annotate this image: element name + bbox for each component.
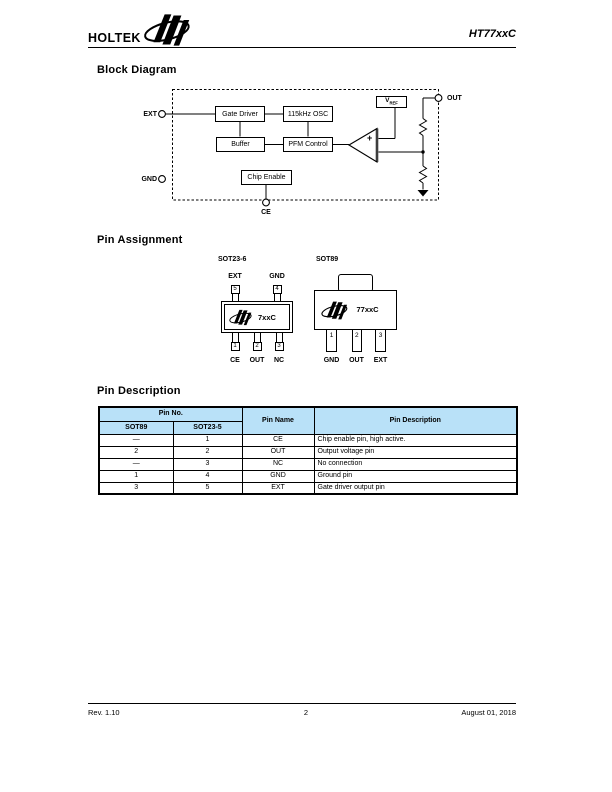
sot23-pin1-label: CE (230, 356, 240, 364)
heading-pin-description: Pin Description (97, 385, 181, 397)
cell-pin-desc: No connection (314, 458, 517, 470)
block-gate-driver: Gate Driver (215, 106, 265, 122)
holtek-logo-icon (143, 11, 193, 49)
table-subheader-sot23-5: SOT23-5 (173, 421, 242, 434)
cell-pin-name: CE (242, 434, 314, 446)
cell-sot89: — (99, 434, 173, 446)
ext-port-label: EXT (143, 110, 157, 118)
table-header-pin-no: Pin No. (99, 407, 242, 421)
cell-pin-desc: Output voltage pin (314, 446, 517, 458)
pin-description-table (98, 406, 518, 495)
sot89-chip-label: 77xxC (356, 304, 379, 314)
block-osc: 115kHz OSC (283, 106, 333, 122)
cell-sot23: 4 (173, 470, 242, 482)
holtek-brand-text: HOLTEK (88, 31, 141, 45)
out-port-label: OUT (447, 94, 462, 102)
vref-sub-label: REF (389, 100, 398, 106)
sot23-pin4-number: 4 (273, 285, 282, 294)
block-chip-enable: Chip Enable (241, 170, 292, 186)
cell-sot89: 3 (99, 482, 173, 494)
ce-port-label: CE (261, 208, 271, 216)
heading-block-diagram: Block Diagram (97, 64, 177, 76)
sot89-pin2-number: 2 (352, 330, 363, 352)
table-subheader-sot89: SOT89 (99, 421, 173, 434)
table-row (99, 446, 517, 458)
footer-rule (88, 703, 516, 704)
footer-page-number: 2 (303, 708, 309, 717)
comparator-plus-sign: + (367, 133, 373, 143)
footer-date: August 01, 2018 (461, 708, 516, 717)
cell-sot89: — (99, 458, 173, 470)
block-vref (376, 96, 407, 108)
sot23-pin2-number: 2 (253, 342, 262, 351)
sot89-pin2-label: OUT (349, 357, 364, 364)
cell-pin-name: NC (242, 458, 314, 470)
sot89-pin3-label: EXT (373, 357, 388, 364)
cell-pin-desc: Ground pin (314, 470, 517, 482)
cell-sot89: 2 (99, 446, 173, 458)
heading-pin-assignment: Pin Assignment (97, 234, 183, 246)
sot23-pin4-label: GND (269, 273, 285, 280)
cell-sot89: 1 (99, 470, 173, 482)
cell-pin-name: EXT (242, 482, 314, 494)
table-header-pin-description: Pin Description (314, 407, 517, 434)
cell-pin-name: GND (242, 470, 314, 482)
table-row (99, 434, 517, 446)
sot23-pin2-label: OUT (249, 356, 265, 364)
cell-sot23: 1 (173, 434, 242, 446)
sot89-pin3-number: 3 (375, 330, 386, 352)
cell-sot23: 5 (173, 482, 242, 494)
sot23-pin3-number: 3 (275, 342, 284, 351)
sot23-chip-label: 7xxC (258, 313, 276, 322)
table-row (99, 482, 517, 494)
sot23-pin1-lead (232, 333, 239, 342)
sot23-pin3-label: NC (273, 356, 285, 364)
sot23-holtek-mark-icon (229, 307, 253, 328)
block-pfm-control: PFM Control (283, 137, 333, 153)
sot89-pin1-number: 1 (326, 330, 337, 352)
table-row (99, 458, 517, 470)
sot23-pin3-lead (276, 333, 283, 342)
sot23-pin5-label: EXT (228, 273, 242, 280)
table-header-pin-name: Pin Name (242, 407, 314, 434)
gnd-port-label: GND (141, 175, 157, 183)
vref-label: V (385, 96, 390, 104)
sot23-package-name: SOT23-6 (218, 256, 247, 263)
table-row (99, 470, 517, 482)
cell-pin-name: OUT (242, 446, 314, 458)
sot89-package-name: SOT89 (316, 256, 339, 263)
cell-pin-desc: Gate driver output pin (314, 482, 517, 494)
sot23-pin1-number: 1 (231, 342, 240, 351)
cell-pin-desc: Chip enable pin, high active. (314, 434, 517, 446)
sot89-holtek-mark-icon (321, 299, 349, 322)
sot89-body (314, 290, 398, 330)
sot23-body (221, 301, 293, 333)
block-buffer: Buffer (216, 137, 265, 153)
sot23-pin5-number: 5 (231, 285, 240, 294)
footer-revision: Rev. 1.10 (88, 708, 120, 717)
doc-title: HT77xxC (468, 28, 516, 40)
cell-sot23: 3 (173, 458, 242, 470)
sot23-pin2-lead (254, 333, 261, 342)
cell-sot23: 2 (173, 446, 242, 458)
sot89-pin1-label: GND (323, 357, 340, 364)
